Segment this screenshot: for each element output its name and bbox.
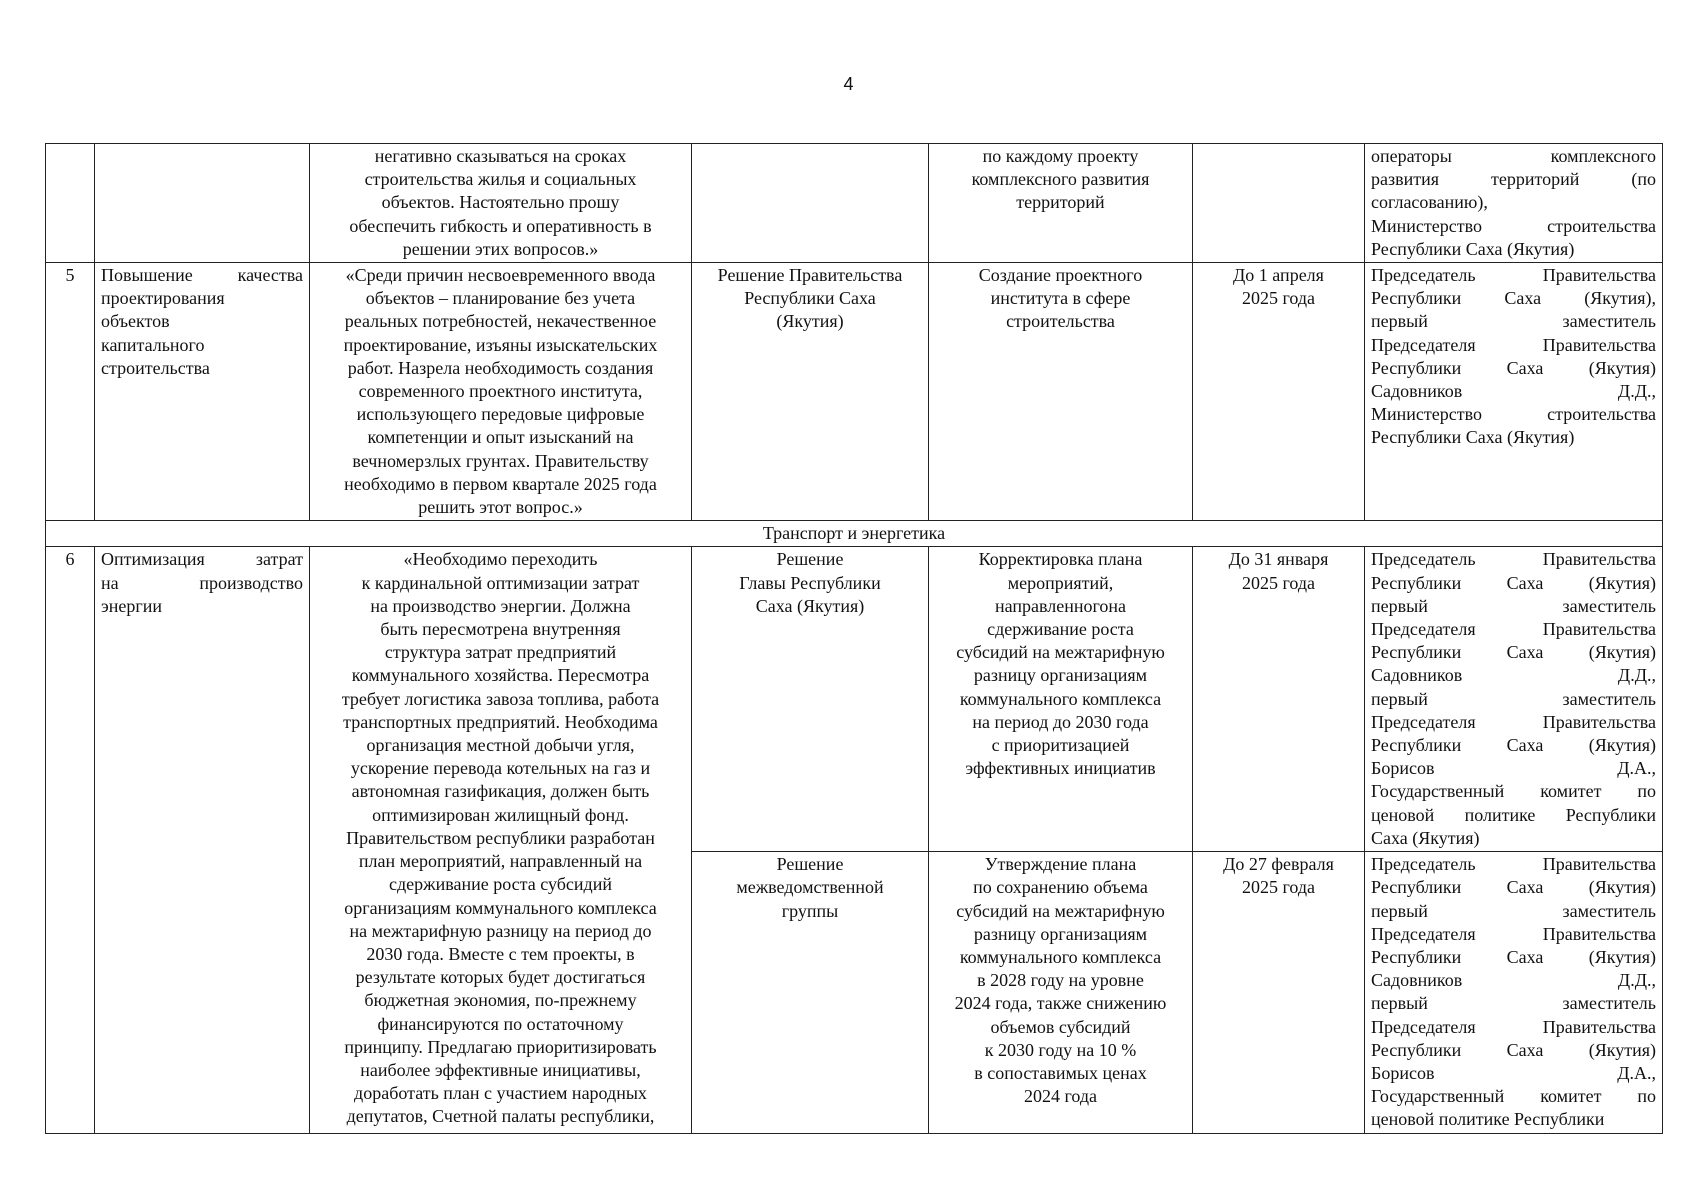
cell-line: коммунального комплекса (959, 688, 1162, 709)
cell-line: доработать план с участием народных (354, 1083, 647, 1104)
cell-line: разницу организациям (973, 665, 1148, 686)
cell-line: Председатель Правительства (1371, 549, 1656, 570)
cell-line: эффективных инициатив (965, 758, 1156, 779)
cell-line: необходимо в первом квартале 2025 года (344, 473, 657, 494)
cell-line: Саха (Якутия) (1371, 827, 1480, 848)
cell-line: с приоритизацией (991, 735, 1130, 756)
cell-line: направленногона (994, 595, 1127, 616)
cell-line: 2025 года (1241, 877, 1316, 898)
cell-line: До 1 апреля (1233, 265, 1324, 286)
cell-line: ускорение перевода котельных на газ и (350, 758, 651, 779)
section-row (46, 521, 1663, 547)
cell-line: Борисов Д.А., (1371, 758, 1656, 779)
row-number (46, 144, 95, 263)
cell-line: группы (781, 900, 839, 921)
cell-line: 2024 года, также снижению (954, 993, 1167, 1014)
cell-line: объемов субсидий (990, 1016, 1131, 1037)
cell-line: в 2028 году на уровне (977, 970, 1144, 991)
table-row (46, 547, 1663, 852)
cell-line: требует логистика завоза топлива, работа (341, 688, 660, 709)
section-title: Транспорт и энергетика (46, 521, 1663, 547)
cell-line: организациям коммунального комплекса (344, 897, 657, 918)
cell-line: результате которых будет достигаться (355, 967, 646, 988)
cell-line: коммунального комплекса (959, 946, 1162, 967)
cell-line: оптимизирован жилищный фонд. (372, 804, 629, 825)
cell-line: объектов. Настоятельно прошу (381, 192, 620, 213)
cell-line: Корректировка плана (978, 549, 1143, 570)
form-cell (692, 144, 929, 263)
cell-line: обеспечить гибкость и оперативность в (349, 215, 652, 236)
cell-line: Утверждение плана (984, 854, 1137, 875)
cell-line: Республики Саха (Якутия) (1371, 642, 1656, 663)
cell-line: Министерство строительства (1371, 215, 1656, 236)
orders-table (45, 143, 1663, 1134)
cell-line: организация местной добычи угля, (366, 735, 635, 756)
cell-line: структура затрат предприятий (384, 642, 617, 663)
cell-line: Правительством республики разработан (346, 827, 655, 848)
cell-line: строительства (1006, 311, 1115, 332)
cell-line: 2025 года (1241, 572, 1316, 593)
cell-line: «Необходимо переходить (403, 549, 598, 570)
responsible-cell (1365, 547, 1663, 852)
cell-line: Республики Саха (Якутия) (1371, 427, 1575, 448)
cell-line: Республики Саха (Якутия) (1371, 946, 1656, 967)
cell-line: коммунального хозяйства. Пересмотра (351, 665, 650, 686)
cell-line: первый заместитель (1371, 900, 1656, 921)
cell-line: принципу. Предлагаю приоритизировать (344, 1036, 657, 1057)
cell-line: строительства (101, 357, 210, 378)
cell-line: Повышение качества (101, 265, 303, 286)
cell-line: Садовников Д.Д., (1371, 665, 1656, 686)
cell-line: депутатов, Счетной палаты республики, (346, 1106, 655, 1127)
cell-line: 2024 года (1023, 1086, 1098, 1107)
cell-line: Министерство строительства (1371, 404, 1656, 425)
cell-line: на производство (101, 572, 303, 593)
cell-line: Председатель Правительства (1371, 265, 1656, 286)
cell-line: первый заместитель (1371, 595, 1656, 616)
cell-line: проектирование, изъяны изыскательских (343, 334, 658, 355)
cell-line: субсидий на межтарифную (956, 642, 1165, 663)
cell-line: Республики Саха (744, 288, 876, 309)
cell-line: Республики Саха (Якутия) (1371, 877, 1656, 898)
form-cell (692, 547, 929, 852)
cell-line: первый заместитель (1371, 688, 1656, 709)
cell-line: Решение (776, 549, 844, 570)
cell-line: ценовой политике Республики (1371, 1109, 1605, 1130)
cell-line: согласованию), (1371, 192, 1488, 213)
cell-line: к 2030 году на 10 % (984, 1039, 1137, 1060)
cell-line: До 31 января (1228, 549, 1329, 570)
task-cell (95, 547, 310, 1133)
cell-line: Председателя Правительства (1371, 334, 1656, 355)
cell-line: Республики Саха (Якутия) (1371, 1039, 1656, 1060)
cell-line: первый заместитель (1371, 311, 1656, 332)
cell-line: Садовников Д.Д., (1371, 381, 1656, 402)
table-row (46, 144, 1663, 263)
quote-cell (310, 547, 692, 1133)
row-number: 5 (46, 263, 95, 521)
cell-line: капитального (101, 334, 205, 355)
cell-line: (Якутия) (776, 311, 844, 332)
cell-line: Оптимизация затрат (101, 549, 303, 570)
cell-line: Государственный комитет по (1371, 1086, 1656, 1107)
cell-line: строительства жилья и социальных (364, 169, 637, 190)
row-number: 6 (46, 547, 95, 1133)
deadline-cell (1193, 547, 1365, 852)
result-cell (929, 852, 1193, 1133)
cell-line: территорий (1016, 192, 1105, 213)
cell-line: быть пересмотрена внутренняя (380, 619, 621, 640)
cell-line: проектирования (101, 288, 225, 309)
cell-line: «Среди причин несвоевременного ввода (345, 265, 656, 286)
cell-line: на период до 2030 года (972, 711, 1149, 732)
cell-line: на межтарифную разницу на период до (349, 920, 652, 941)
page-number: 4 (843, 74, 854, 94)
cell-line: Решение Правительства (717, 265, 903, 286)
responsible-cell (1365, 144, 1663, 263)
cell-line: по каждому проекту (982, 146, 1139, 166)
cell-line: 2030 года. Вместе с тем проекты, в (366, 943, 635, 964)
cell-line: бюджетная экономия, по-прежнему (364, 990, 637, 1011)
cell-line: объектов (101, 311, 170, 332)
task-cell (95, 144, 310, 263)
cell-line: Председателя Правительства (1371, 619, 1656, 640)
cell-line: Республики Саха (Якутия) (1371, 572, 1656, 593)
result-cell (929, 547, 1193, 852)
cell-line: транспортных предприятий. Необходима (343, 711, 658, 732)
deadline-cell (1193, 144, 1365, 263)
cell-line: Председателя Правительства (1371, 1016, 1656, 1037)
task-cell (95, 263, 310, 521)
cell-line: финансируются по остаточному (377, 1013, 624, 1034)
cell-line: энергии (101, 595, 162, 616)
cell-line: первый заместитель (1371, 993, 1656, 1014)
cell-line: современного проектного института, (358, 381, 643, 402)
cell-line: Борисов Д.А., (1371, 1062, 1656, 1083)
cell-line: решить этот вопрос.» (418, 497, 583, 518)
cell-line: решении этих вопросов.» (402, 238, 599, 259)
cell-line: на производство энергии. Должна (370, 595, 631, 616)
cell-line: Садовников Д.Д., (1371, 970, 1656, 991)
cell-line: компетенции и опыт изысканий на (367, 427, 634, 448)
responsible-cell (1365, 852, 1663, 1133)
cell-line: Республики Саха (Якутия) (1371, 735, 1656, 756)
cell-line: реальных потребностей, некачественное (344, 311, 657, 332)
cell-line: 2025 года (1241, 288, 1316, 309)
quote-cell (310, 263, 692, 521)
cell-line: разницу организациям (973, 923, 1148, 944)
cell-line: сдерживание роста субсидий (389, 874, 612, 895)
cell-line: использующего передовые цифровые (356, 404, 645, 425)
cell-line: комплексного развития (971, 169, 1150, 190)
quote-cell (310, 144, 692, 263)
cell-line: Председателя Правительства (1371, 923, 1656, 944)
cell-line: сдерживание роста (987, 619, 1134, 640)
table-row (46, 263, 1663, 521)
cell-line: межведомственной (736, 877, 884, 898)
cell-line: Создание проектного (978, 265, 1143, 286)
cell-line: Решение (776, 854, 844, 875)
cell-line: До 27 февраля (1223, 854, 1334, 875)
cell-line: наиболее эффективные инициативы, (360, 1059, 641, 1080)
cell-line: Председатель Правительства (1371, 854, 1656, 875)
responsible-cell (1365, 263, 1663, 521)
result-cell (929, 144, 1193, 263)
cell-line: негативно сказываться на сроках (374, 146, 627, 166)
deadline-cell (1193, 852, 1365, 1133)
cell-line: Государственный комитет по (1371, 781, 1656, 802)
cell-line: Председателя Правительства (1371, 711, 1656, 732)
cell-line: план мероприятий, направленный на (358, 851, 643, 872)
cell-line: операторы комплексного (1371, 146, 1656, 166)
cell-line: Республики Саха (Якутия), (1371, 288, 1656, 309)
cell-line: по сохранению объема (973, 877, 1148, 898)
cell-line: мероприятий, (1007, 572, 1114, 593)
cell-line: развития территорий (по (1371, 169, 1656, 190)
cell-line: объектов – планирование без учета (365, 288, 636, 309)
cell-line: вечномерзлых грунтах. Правительству (352, 450, 649, 471)
result-cell (929, 263, 1193, 521)
cell-line: субсидий на межтарифную (956, 900, 1165, 921)
form-cell (692, 263, 929, 521)
cell-line: к кардинальной оптимизации затрат (361, 572, 640, 593)
cell-line: Республики Саха (Якутия) (1371, 357, 1656, 378)
cell-line: Республики Саха (Якутия) (1371, 238, 1575, 259)
cell-line: автономная газификация, должен быть (351, 781, 650, 802)
deadline-cell (1193, 263, 1365, 521)
cell-line: работ. Назрела необходимость создания (347, 357, 654, 378)
cell-line: в сопоставимых ценах (974, 1062, 1147, 1083)
form-cell (692, 852, 929, 1133)
cell-line: Главы Республики (739, 572, 881, 593)
cell-line: Саха (Якутия) (755, 595, 865, 616)
cell-line: ценовой политике Республики (1371, 804, 1656, 825)
cell-line: института в сфере (990, 288, 1131, 309)
